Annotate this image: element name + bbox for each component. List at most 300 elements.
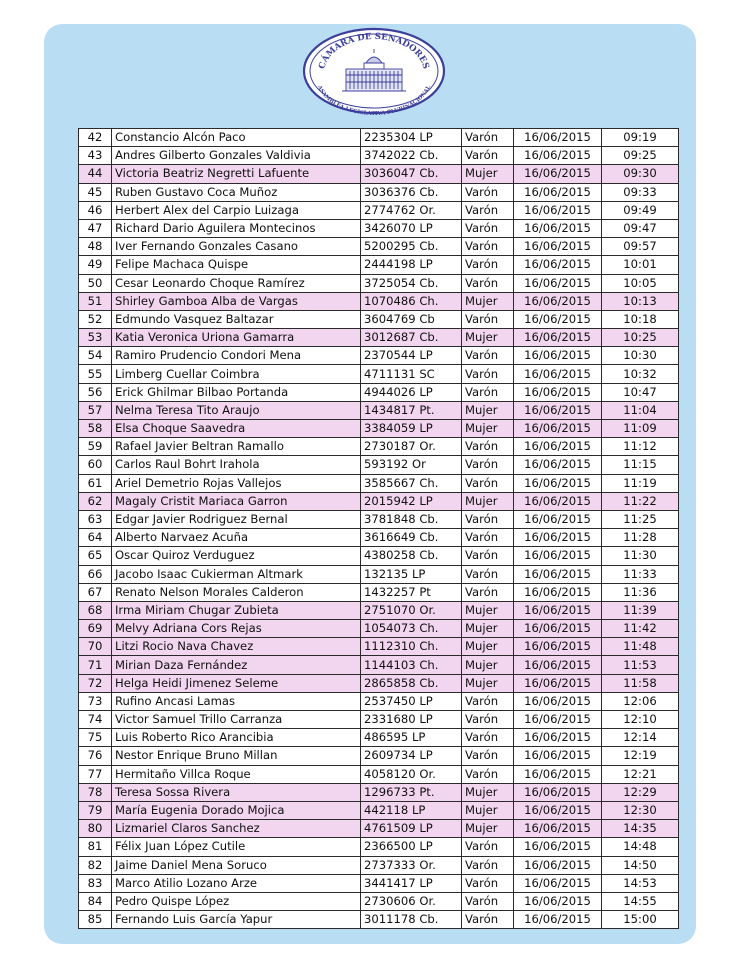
- row-number-cell: 63: [79, 510, 112, 528]
- time-cell: 11:30: [602, 547, 679, 565]
- id-number-cell: 4380258 Cb.: [361, 547, 462, 565]
- time-cell: 09:19: [602, 129, 679, 147]
- time-cell: 14:35: [602, 820, 679, 838]
- senator-name-cell: María Eugenia Dorado Mojica: [112, 801, 361, 819]
- time-cell: 11:15: [602, 456, 679, 474]
- time-cell: 12:10: [602, 711, 679, 729]
- gender-cell: Varón: [462, 310, 514, 328]
- senator-name-cell: Richard Dario Aguilera Montecinos: [112, 219, 361, 237]
- table-row: [79, 638, 679, 656]
- row-number-cell: 58: [79, 420, 112, 438]
- row-number-cell: 80: [79, 820, 112, 838]
- date-cell: 16/06/2015: [514, 729, 602, 747]
- gender-cell: Mujer: [462, 601, 514, 619]
- date-cell: 16/06/2015: [514, 711, 602, 729]
- time-cell: 11:09: [602, 420, 679, 438]
- id-number-cell: 4711131 SC: [361, 365, 462, 383]
- gender-cell: Mujer: [462, 292, 514, 310]
- date-cell: 16/06/2015: [514, 783, 602, 801]
- time-cell: 11:39: [602, 601, 679, 619]
- date-cell: 16/06/2015: [514, 383, 602, 401]
- table-row: [79, 510, 679, 528]
- gender-cell: Mujer: [462, 820, 514, 838]
- time-cell: 15:00: [602, 911, 679, 929]
- row-number-cell: 65: [79, 547, 112, 565]
- table-row: [79, 383, 679, 401]
- time-cell: 12:19: [602, 747, 679, 765]
- table-row: [79, 874, 679, 892]
- id-number-cell: 2751070 Or.: [361, 601, 462, 619]
- senator-name-cell: Helga Heidi Jimenez Seleme: [112, 674, 361, 692]
- senator-name-cell: Fernando Luis García Yapur: [112, 911, 361, 929]
- row-number-cell: 61: [79, 474, 112, 492]
- gender-cell: Varón: [462, 365, 514, 383]
- row-number-cell: 44: [79, 165, 112, 183]
- senator-name-cell: Litzi Rocio Nava Chavez: [112, 638, 361, 656]
- gender-cell: Varón: [462, 183, 514, 201]
- row-number-cell: 84: [79, 892, 112, 910]
- senator-name-cell: Nelma Teresa Tito Araujo: [112, 401, 361, 419]
- gender-cell: Varón: [462, 747, 514, 765]
- id-number-cell: 2366500 LP: [361, 838, 462, 856]
- id-number-cell: 2737333 Or.: [361, 856, 462, 874]
- row-number-cell: 67: [79, 583, 112, 601]
- gender-cell: Mujer: [462, 401, 514, 419]
- gender-cell: Varón: [462, 274, 514, 292]
- time-cell: 09:25: [602, 147, 679, 165]
- id-number-cell: 2730187 Or.: [361, 438, 462, 456]
- time-cell: 10:01: [602, 256, 679, 274]
- id-number-cell: 2370544 LP: [361, 347, 462, 365]
- table-row: [79, 201, 679, 219]
- date-cell: 16/06/2015: [514, 238, 602, 256]
- table-row: [79, 129, 679, 147]
- senator-name-cell: Luis Roberto Rico Arancibia: [112, 729, 361, 747]
- seal-bottom-text: ASAMBLEA LEGISLATIVA PLURINACIONAL: [315, 84, 433, 115]
- table-row: [79, 747, 679, 765]
- date-cell: 16/06/2015: [514, 856, 602, 874]
- senator-name-cell: Pedro Quispe López: [112, 892, 361, 910]
- id-number-cell: 4944026 LP: [361, 383, 462, 401]
- time-cell: 11:25: [602, 510, 679, 528]
- table-row: [79, 838, 679, 856]
- row-number-cell: 82: [79, 856, 112, 874]
- date-cell: 16/06/2015: [514, 274, 602, 292]
- table-row: [79, 620, 679, 638]
- time-cell: 11:12: [602, 438, 679, 456]
- senator-name-cell: Ruben Gustavo Coca Muñoz: [112, 183, 361, 201]
- senator-name-cell: Felipe Machaca Quispe: [112, 256, 361, 274]
- row-number-cell: 60: [79, 456, 112, 474]
- table-row: [79, 492, 679, 510]
- id-number-cell: 3036376 Cb.: [361, 183, 462, 201]
- table-row: [79, 365, 679, 383]
- gender-cell: Varón: [462, 201, 514, 219]
- id-number-cell: 2235304 LP: [361, 129, 462, 147]
- date-cell: 16/06/2015: [514, 456, 602, 474]
- row-number-cell: 73: [79, 692, 112, 710]
- id-number-cell: 4058120 Or.: [361, 765, 462, 783]
- id-number-cell: 2774762 Or.: [361, 201, 462, 219]
- row-number-cell: 53: [79, 329, 112, 347]
- time-cell: 11:58: [602, 674, 679, 692]
- gender-cell: Mujer: [462, 165, 514, 183]
- table-row: [79, 892, 679, 910]
- table-row: [79, 256, 679, 274]
- gender-cell: Varón: [462, 856, 514, 874]
- row-number-cell: 45: [79, 183, 112, 201]
- id-number-cell: 1054073 Ch.: [361, 620, 462, 638]
- senator-name-cell: Hermitaño Villca Roque: [112, 765, 361, 783]
- time-cell: 14:50: [602, 856, 679, 874]
- date-cell: 16/06/2015: [514, 347, 602, 365]
- time-cell: 10:47: [602, 383, 679, 401]
- id-number-cell: 1434817 Pt.: [361, 401, 462, 419]
- gender-cell: Varón: [462, 147, 514, 165]
- table-row: [79, 292, 679, 310]
- id-number-cell: 593192 Or: [361, 456, 462, 474]
- time-cell: 12:06: [602, 692, 679, 710]
- table-row: [79, 219, 679, 237]
- time-cell: 10:05: [602, 274, 679, 292]
- time-cell: 09:47: [602, 219, 679, 237]
- gender-cell: Mujer: [462, 420, 514, 438]
- id-number-cell: 1112310 Ch.: [361, 638, 462, 656]
- time-cell: 14:48: [602, 838, 679, 856]
- id-number-cell: 2537450 LP: [361, 692, 462, 710]
- id-number-cell: 3384059 LP: [361, 420, 462, 438]
- date-cell: 16/06/2015: [514, 838, 602, 856]
- gender-cell: Varón: [462, 692, 514, 710]
- row-number-cell: 43: [79, 147, 112, 165]
- time-cell: 10:18: [602, 310, 679, 328]
- table-row: [79, 711, 679, 729]
- gender-cell: Mujer: [462, 674, 514, 692]
- row-number-cell: 81: [79, 838, 112, 856]
- table-row: [79, 165, 679, 183]
- id-number-cell: 1432257 Pt: [361, 583, 462, 601]
- date-cell: 16/06/2015: [514, 310, 602, 328]
- id-number-cell: 5200295 Cb.: [361, 238, 462, 256]
- date-cell: 16/06/2015: [514, 911, 602, 929]
- senator-name-cell: Jacobo Isaac Cukierman Altmark: [112, 565, 361, 583]
- date-cell: 16/06/2015: [514, 147, 602, 165]
- date-cell: 16/06/2015: [514, 365, 602, 383]
- senator-name-cell: Melvy Adriana Cors Rejas: [112, 620, 361, 638]
- time-cell: 11:48: [602, 638, 679, 656]
- time-cell: 11:33: [602, 565, 679, 583]
- time-cell: 09:30: [602, 165, 679, 183]
- gender-cell: Mujer: [462, 801, 514, 819]
- row-number-cell: 51: [79, 292, 112, 310]
- senator-name-cell: Ramiro Prudencio Condori Mena: [112, 347, 361, 365]
- date-cell: 16/06/2015: [514, 219, 602, 237]
- senator-name-cell: Félix Juan López Cutile: [112, 838, 361, 856]
- gender-cell: Mujer: [462, 656, 514, 674]
- gender-cell: Varón: [462, 838, 514, 856]
- senator-name-cell: Irma Miriam Chugar Zubieta: [112, 601, 361, 619]
- senator-name-cell: Edgar Javier Rodriguez Bernal: [112, 510, 361, 528]
- gender-cell: Varón: [462, 529, 514, 547]
- date-cell: 16/06/2015: [514, 638, 602, 656]
- time-cell: 14:55: [602, 892, 679, 910]
- id-number-cell: 3616649 Cb.: [361, 529, 462, 547]
- id-number-cell: 486595 LP: [361, 729, 462, 747]
- table-row: [79, 783, 679, 801]
- senator-name-cell: Alberto Narvaez Acuña: [112, 529, 361, 547]
- table-row: [79, 656, 679, 674]
- id-number-cell: 3725054 Cb.: [361, 274, 462, 292]
- senator-name-cell: Ariel Demetrio Rojas Vallejos: [112, 474, 361, 492]
- senator-name-cell: Lizmariel Claros Sanchez: [112, 820, 361, 838]
- date-cell: 16/06/2015: [514, 565, 602, 583]
- row-number-cell: 79: [79, 801, 112, 819]
- gender-cell: Varón: [462, 765, 514, 783]
- date-cell: 16/06/2015: [514, 547, 602, 565]
- senator-name-cell: Mirian Daza Fernández: [112, 656, 361, 674]
- id-number-cell: 2444198 LP: [361, 256, 462, 274]
- table-row: [79, 420, 679, 438]
- table-row: [79, 347, 679, 365]
- gender-cell: Varón: [462, 711, 514, 729]
- senator-name-cell: Constancio Alcón Paco: [112, 129, 361, 147]
- id-number-cell: 4761509 LP: [361, 820, 462, 838]
- table-row: [79, 911, 679, 929]
- table-row: [79, 565, 679, 583]
- senator-name-cell: Edmundo Vasquez Baltazar: [112, 310, 361, 328]
- senator-name-cell: Carlos Raul Bohrt Irahola: [112, 456, 361, 474]
- id-number-cell: 2730606 Or.: [361, 892, 462, 910]
- row-number-cell: 50: [79, 274, 112, 292]
- row-number-cell: 66: [79, 565, 112, 583]
- senators-attendance-table: [78, 128, 679, 929]
- table-row: [79, 547, 679, 565]
- row-number-cell: 64: [79, 529, 112, 547]
- gender-cell: Mujer: [462, 783, 514, 801]
- id-number-cell: 3011178 Cb.: [361, 911, 462, 929]
- table-row: [79, 401, 679, 419]
- row-number-cell: 52: [79, 310, 112, 328]
- id-number-cell: 132135 LP: [361, 565, 462, 583]
- time-cell: 11:53: [602, 656, 679, 674]
- row-number-cell: 49: [79, 256, 112, 274]
- gender-cell: Varón: [462, 892, 514, 910]
- time-cell: 12:21: [602, 765, 679, 783]
- gender-cell: Varón: [462, 129, 514, 147]
- gender-cell: Mujer: [462, 620, 514, 638]
- date-cell: 16/06/2015: [514, 201, 602, 219]
- gender-cell: Varón: [462, 219, 514, 237]
- senator-name-cell: Erick Ghilmar Bilbao Portanda: [112, 383, 361, 401]
- time-cell: 14:53: [602, 874, 679, 892]
- row-number-cell: 47: [79, 219, 112, 237]
- table-row: [79, 438, 679, 456]
- row-number-cell: 75: [79, 729, 112, 747]
- id-number-cell: 3036047 Cb.: [361, 165, 462, 183]
- table-row: [79, 820, 679, 838]
- table-row: [79, 474, 679, 492]
- date-cell: 16/06/2015: [514, 329, 602, 347]
- senator-name-cell: Shirley Gamboa Alba de Vargas: [112, 292, 361, 310]
- time-cell: 11:04: [602, 401, 679, 419]
- senator-name-cell: Teresa Sossa Rivera: [112, 783, 361, 801]
- date-cell: 16/06/2015: [514, 874, 602, 892]
- date-cell: 16/06/2015: [514, 820, 602, 838]
- id-number-cell: 1296733 Pt.: [361, 783, 462, 801]
- table-row: [79, 329, 679, 347]
- table-row: [79, 456, 679, 474]
- id-number-cell: 2015942 LP: [361, 492, 462, 510]
- date-cell: 16/06/2015: [514, 656, 602, 674]
- table-row: [79, 692, 679, 710]
- date-cell: 16/06/2015: [514, 601, 602, 619]
- senator-name-cell: Oscar Quiroz Verduguez: [112, 547, 361, 565]
- senate-seal-logo: [302, 27, 446, 115]
- time-cell: 12:29: [602, 783, 679, 801]
- time-cell: 09:33: [602, 183, 679, 201]
- row-number-cell: 78: [79, 783, 112, 801]
- id-number-cell: 2331680 LP: [361, 711, 462, 729]
- date-cell: 16/06/2015: [514, 401, 602, 419]
- senator-name-cell: Victor Samuel Trillo Carranza: [112, 711, 361, 729]
- row-number-cell: 46: [79, 201, 112, 219]
- time-cell: 10:32: [602, 365, 679, 383]
- time-cell: 09:57: [602, 238, 679, 256]
- table-row: [79, 529, 679, 547]
- senator-name-cell: Rafael Javier Beltran Ramallo: [112, 438, 361, 456]
- row-number-cell: 55: [79, 365, 112, 383]
- gender-cell: Varón: [462, 874, 514, 892]
- row-number-cell: 68: [79, 601, 112, 619]
- date-cell: 16/06/2015: [514, 165, 602, 183]
- table-row: [79, 729, 679, 747]
- date-cell: 16/06/2015: [514, 620, 602, 638]
- date-cell: 16/06/2015: [514, 674, 602, 692]
- time-cell: 12:30: [602, 801, 679, 819]
- date-cell: 16/06/2015: [514, 492, 602, 510]
- row-number-cell: 77: [79, 765, 112, 783]
- date-cell: 16/06/2015: [514, 747, 602, 765]
- row-number-cell: 48: [79, 238, 112, 256]
- date-cell: 16/06/2015: [514, 256, 602, 274]
- row-number-cell: 72: [79, 674, 112, 692]
- date-cell: 16/06/2015: [514, 801, 602, 819]
- table-row: [79, 238, 679, 256]
- senator-name-cell: Herbert Alex del Carpio Luizaga: [112, 201, 361, 219]
- row-number-cell: 57: [79, 401, 112, 419]
- gender-cell: Varón: [462, 474, 514, 492]
- table-row: [79, 147, 679, 165]
- table-row: [79, 274, 679, 292]
- gender-cell: Varón: [462, 438, 514, 456]
- gender-cell: Varón: [462, 238, 514, 256]
- table-row: [79, 601, 679, 619]
- table-row: [79, 856, 679, 874]
- row-number-cell: 74: [79, 711, 112, 729]
- gender-cell: Varón: [462, 729, 514, 747]
- date-cell: 16/06/2015: [514, 129, 602, 147]
- senator-name-cell: Victoria Beatriz Negretti Lafuente: [112, 165, 361, 183]
- gender-cell: Varón: [462, 347, 514, 365]
- senator-name-cell: Nestor Enrique Bruno Millan: [112, 747, 361, 765]
- row-number-cell: 70: [79, 638, 112, 656]
- table-row: [79, 310, 679, 328]
- time-cell: 10:25: [602, 329, 679, 347]
- id-number-cell: 3441417 LP: [361, 874, 462, 892]
- table-row: [79, 801, 679, 819]
- row-number-cell: 42: [79, 129, 112, 147]
- gender-cell: Varón: [462, 583, 514, 601]
- time-cell: 11:28: [602, 529, 679, 547]
- date-cell: 16/06/2015: [514, 292, 602, 310]
- gender-cell: Mujer: [462, 638, 514, 656]
- date-cell: 16/06/2015: [514, 765, 602, 783]
- id-number-cell: 2865858 Cb.: [361, 674, 462, 692]
- time-cell: 10:30: [602, 347, 679, 365]
- time-cell: 10:13: [602, 292, 679, 310]
- id-number-cell: 1144103 Ch.: [361, 656, 462, 674]
- id-number-cell: 3604769 Cb: [361, 310, 462, 328]
- date-cell: 16/06/2015: [514, 692, 602, 710]
- row-number-cell: 83: [79, 874, 112, 892]
- time-cell: 12:14: [602, 729, 679, 747]
- table-row: [79, 765, 679, 783]
- row-number-cell: 59: [79, 438, 112, 456]
- gender-cell: Varón: [462, 510, 514, 528]
- gender-cell: Varón: [462, 456, 514, 474]
- id-number-cell: 442118 LP: [361, 801, 462, 819]
- table-row: [79, 583, 679, 601]
- senator-name-cell: Magaly Cristit Mariaca Garron: [112, 492, 361, 510]
- senator-name-cell: Cesar Leonardo Choque Ramírez: [112, 274, 361, 292]
- time-cell: 11:36: [602, 583, 679, 601]
- id-number-cell: 3742022 Cb.: [361, 147, 462, 165]
- id-number-cell: 3781848 Cb.: [361, 510, 462, 528]
- row-number-cell: 62: [79, 492, 112, 510]
- date-cell: 16/06/2015: [514, 892, 602, 910]
- id-number-cell: 2609734 LP: [361, 747, 462, 765]
- senator-name-cell: Rufino Ancasi Lamas: [112, 692, 361, 710]
- senator-name-cell: Katia Veronica Uriona Gamarra: [112, 329, 361, 347]
- seal-top-text: CÁMARA DE SENADORES: [317, 31, 431, 71]
- gender-cell: Varón: [462, 383, 514, 401]
- time-cell: 11:22: [602, 492, 679, 510]
- gender-cell: Varón: [462, 565, 514, 583]
- date-cell: 16/06/2015: [514, 583, 602, 601]
- senator-name-cell: Andres Gilberto Gonzales Valdivia: [112, 147, 361, 165]
- date-cell: 16/06/2015: [514, 510, 602, 528]
- gender-cell: Varón: [462, 256, 514, 274]
- id-number-cell: 3012687 Cb.: [361, 329, 462, 347]
- time-cell: 11:19: [602, 474, 679, 492]
- date-cell: 16/06/2015: [514, 529, 602, 547]
- id-number-cell: 1070486 Ch.: [361, 292, 462, 310]
- gender-cell: Varón: [462, 547, 514, 565]
- id-number-cell: 3426070 LP: [361, 219, 462, 237]
- table-row: [79, 674, 679, 692]
- time-cell: 09:49: [602, 201, 679, 219]
- gender-cell: Mujer: [462, 329, 514, 347]
- gender-cell: Mujer: [462, 492, 514, 510]
- row-number-cell: 56: [79, 383, 112, 401]
- senator-name-cell: Iver Fernando Gonzales Casano: [112, 238, 361, 256]
- row-number-cell: 71: [79, 656, 112, 674]
- gender-cell: Varón: [462, 911, 514, 929]
- date-cell: 16/06/2015: [514, 183, 602, 201]
- senator-name-cell: Elsa Choque Saavedra: [112, 420, 361, 438]
- senator-name-cell: Renato Nelson Morales Calderon: [112, 583, 361, 601]
- date-cell: 16/06/2015: [514, 474, 602, 492]
